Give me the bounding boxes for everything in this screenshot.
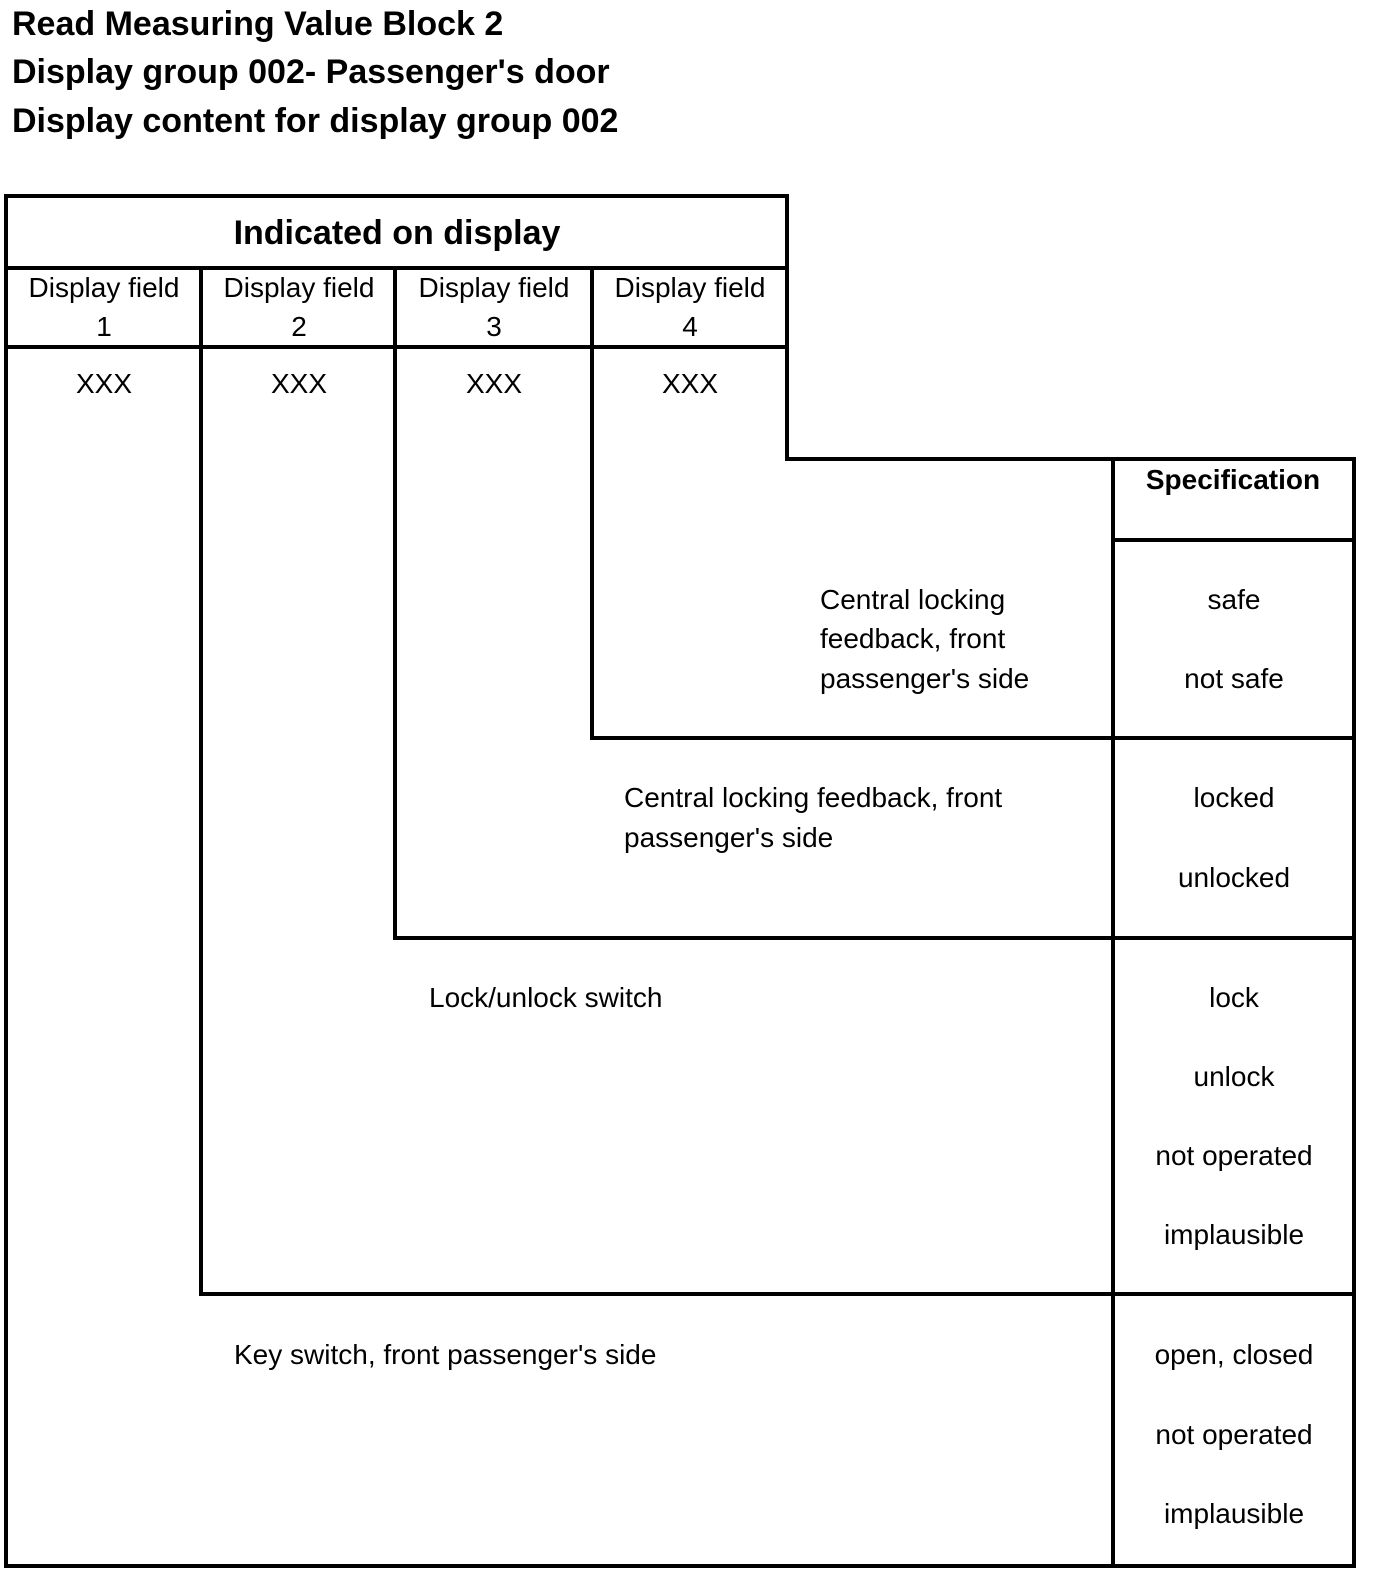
row-2-spec-1: locked [1193,782,1275,813]
display-field-2-number: 2 [291,311,307,342]
row-3-spec-3: not operated [1155,1140,1313,1171]
row-4-spec-1: open, closed [1154,1339,1314,1370]
title-line-1: Read Measuring Value Block 2 [12,5,504,43]
row-4-spec-3: implausible [1163,1498,1305,1529]
title-line-3: Display content for display group 002 [12,102,619,140]
row-3-spec-1: lock [1209,982,1259,1013]
display-field-4-label: Display field [614,272,766,303]
row-3-spec-4: implausible [1163,1219,1305,1250]
display-field-4-value: XXX [661,368,719,399]
row-1-spec-1: safe [1207,584,1261,615]
row-1-label-line-3: passenger's side [820,663,1030,694]
row-1-label-line-1: Central locking [820,584,1006,615]
row-4-spec-2: not operated [1155,1419,1313,1450]
title-line-2: Display group 002- Passenger's door [12,53,610,91]
row-1-spec-2: not safe [1184,663,1284,694]
display-field-1-label: Display field [28,272,180,303]
row-2-spec-2: unlocked [1177,862,1291,893]
row-2-label-line-2: passenger's side [624,822,834,853]
display-field-3-label: Display field [418,272,570,303]
row-4-label-line-1: Key switch, front passenger's side [234,1339,657,1370]
row-2-label-line-1: Central locking feedback, front [624,782,1003,813]
row-3-label-line-1: Lock/unlock switch [429,982,663,1013]
display-field-1-number: 1 [96,311,112,342]
display-field-2-label: Display field [223,272,375,303]
row-3-spec-2: unlock [1193,1061,1275,1092]
indicated-on-display-header: Indicated on display [233,214,561,252]
row-1-label-line-2: feedback, front [820,623,1006,654]
display-field-1-value: XXX [75,368,133,399]
specification-header: Specification [1145,464,1321,495]
display-field-2-value: XXX [270,368,328,399]
display-field-3-number: 3 [486,311,502,342]
display-field-4-number: 4 [682,311,698,342]
display-field-3-value: XXX [465,368,523,399]
